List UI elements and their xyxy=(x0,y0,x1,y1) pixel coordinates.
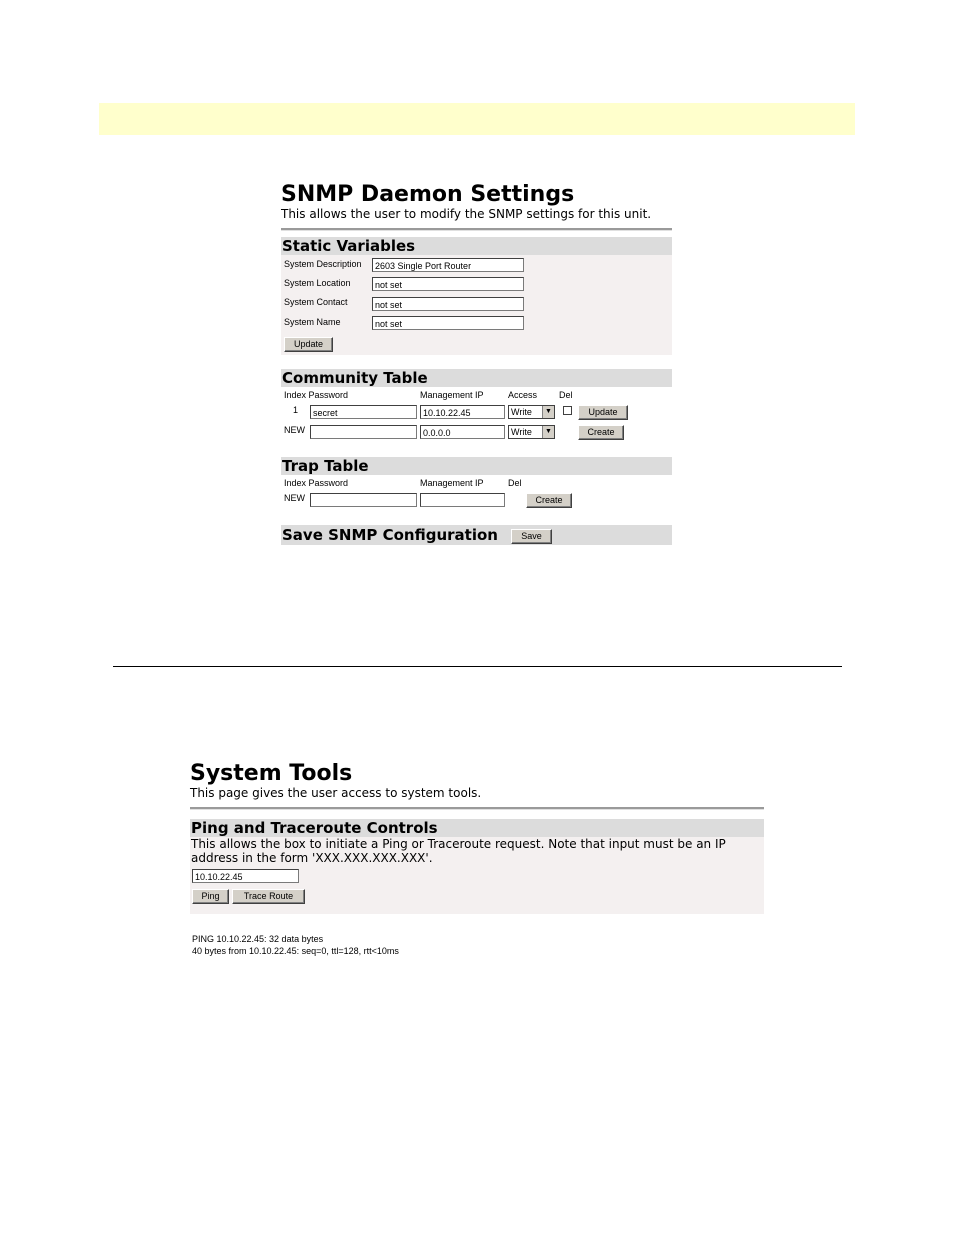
ping-traceroute-section xyxy=(190,819,764,914)
ping-output-line: PING 10.10.22.45: 32 data bytes xyxy=(192,934,324,944)
community-new-password-input[interactable] xyxy=(310,425,417,439)
system-description-input[interactable]: 2603 Single Port Router xyxy=(372,258,524,272)
ping-output xyxy=(192,933,399,957)
page-subtitle: This allows the user to modify the SNMP settings for this unit. xyxy=(281,207,652,221)
col-del: Del xyxy=(508,478,522,488)
page-subtitle: This page gives the user access to system tools. xyxy=(190,786,482,800)
community-create-button[interactable]: Create xyxy=(578,425,624,440)
update-static-button[interactable]: Update xyxy=(284,337,333,352)
community-ip-input[interactable]: 10.10.22.45 xyxy=(420,405,505,419)
title-divider xyxy=(190,807,764,810)
community-table-section xyxy=(281,369,672,449)
ping-address-input[interactable]: 10.10.22.45 xyxy=(192,869,299,883)
system-tools-panel xyxy=(190,762,764,914)
page-title: SNMP Daemon Settings xyxy=(281,182,575,207)
system-location-label: System Location xyxy=(284,278,351,288)
page-divider xyxy=(113,666,842,667)
system-location-input[interactable]: not set xyxy=(372,277,524,291)
community-update-button[interactable]: Update xyxy=(578,405,628,420)
ping-description-line2: address in the form 'XXX.XXX.XXX.XXX'. xyxy=(191,851,433,865)
save-snmp-section xyxy=(281,525,672,545)
col-management-ip: Management IP xyxy=(420,478,484,488)
trap-create-button[interactable]: Create xyxy=(526,493,572,508)
section-heading: Community Table xyxy=(281,369,672,387)
system-name-label: System Name xyxy=(284,317,341,327)
system-name-input[interactable]: not set xyxy=(372,316,524,330)
col-access: Access xyxy=(508,390,538,400)
ping-description: This allows the box to initiate a Ping or Traceroute request. Note that input must be an IP xyxy=(191,837,726,851)
header-highlight-bar xyxy=(99,103,855,135)
trap-new-password-input[interactable] xyxy=(310,493,417,507)
save-snmp-button[interactable]: Save xyxy=(511,529,552,544)
col-index-password: Index Password xyxy=(284,390,349,400)
ping-button[interactable]: Ping xyxy=(192,889,229,904)
section-heading: Static Variables xyxy=(281,237,672,255)
community-new-access-select[interactable]: Write ▼ xyxy=(508,425,555,439)
col-index-password: Index Password xyxy=(284,478,349,488)
trap-new-ip-input[interactable] xyxy=(420,493,505,507)
col-management-ip: Management IP xyxy=(420,390,484,400)
row-index: 1 xyxy=(293,405,299,415)
community-password-input[interactable]: secret xyxy=(310,405,417,419)
trace-route-button[interactable]: Trace Route xyxy=(232,889,305,904)
community-new-ip-input[interactable]: 0.0.0.0 xyxy=(420,425,505,439)
static-variables-section xyxy=(281,237,672,355)
system-contact-label: System Contact xyxy=(284,297,348,307)
community-access-select[interactable]: Write ▼ xyxy=(508,405,555,419)
row-index-new: NEW xyxy=(284,493,305,503)
system-description-label: System Description xyxy=(284,259,362,269)
chevron-down-icon: ▼ xyxy=(542,426,554,438)
trap-table-section xyxy=(281,457,672,525)
snmp-settings-panel xyxy=(281,183,672,545)
title-divider xyxy=(281,228,672,231)
page-title: System Tools xyxy=(190,761,353,786)
col-del: Del xyxy=(559,390,573,400)
section-heading: Save SNMP Configuration xyxy=(282,526,498,544)
section-heading: Trap Table xyxy=(281,457,672,475)
community-delete-checkbox[interactable] xyxy=(563,406,572,415)
chevron-down-icon: ▼ xyxy=(542,406,554,418)
row-index-new: NEW xyxy=(284,425,305,435)
system-contact-input[interactable]: not set xyxy=(372,297,524,311)
section-heading: Ping and Traceroute Controls xyxy=(190,819,764,837)
ping-output-line: 40 bytes from 10.10.22.45: seq=0, ttl=128, rtt<10ms xyxy=(192,946,399,956)
